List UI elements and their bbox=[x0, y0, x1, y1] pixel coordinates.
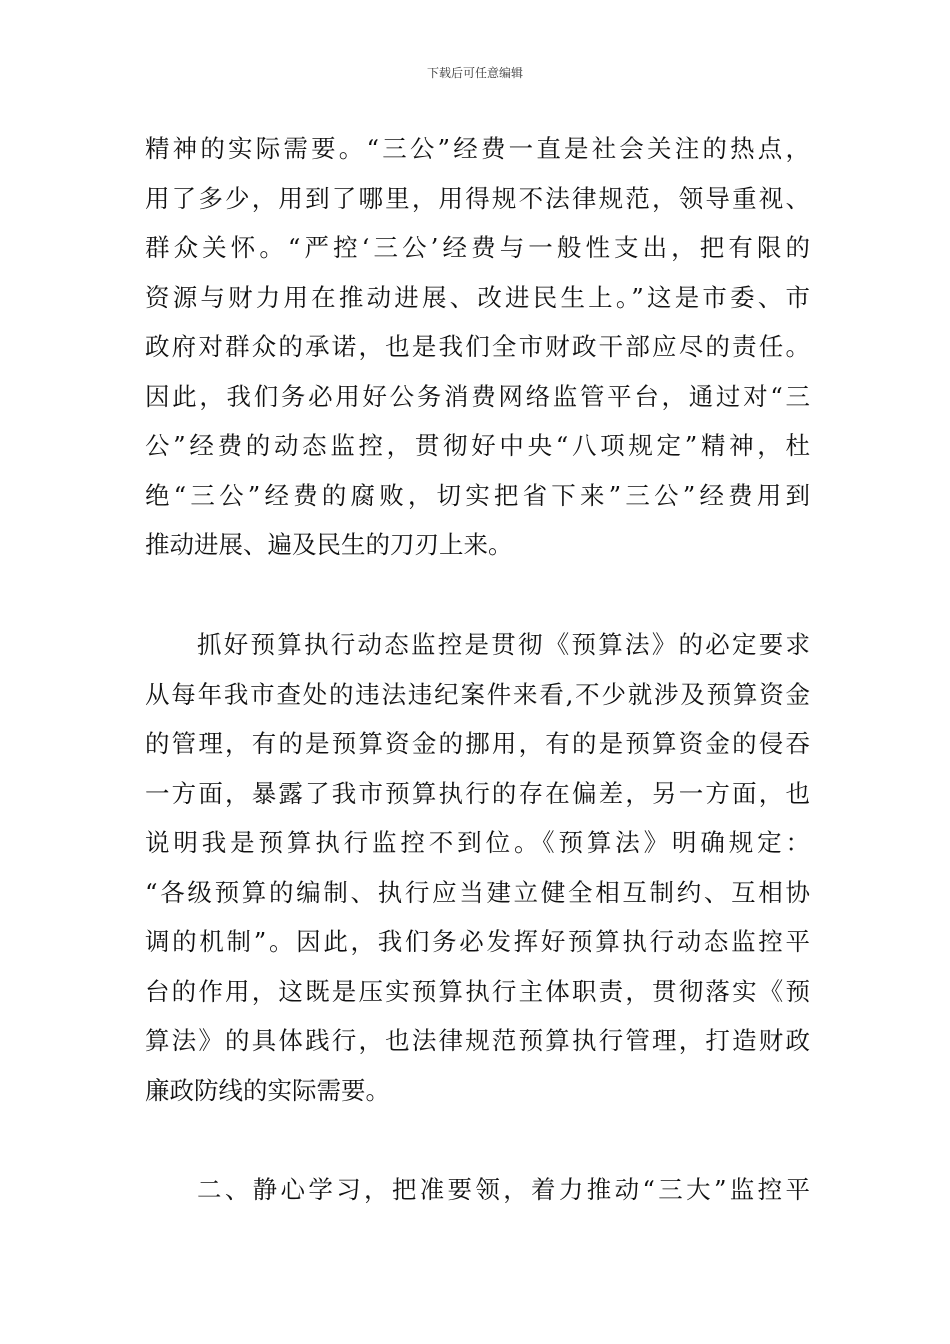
text-line: 调的机制”。因此，我们务必发挥好预算执行动态监控平 bbox=[145, 927, 810, 956]
text-line: 二、静心学习，把准要领，着力推动“三大”监控平 bbox=[197, 1175, 810, 1204]
text-line: 绝“三公”经费的腐败，切实把省下来”三公”经费用到 bbox=[145, 480, 810, 510]
text-line: 用了多少，用到了哪里，用得规不法律规范，领导重视、 bbox=[145, 183, 810, 213]
page-header: 下载后可任意编辑 bbox=[426, 66, 523, 80]
text-line: 廉政防线的实际需要。 bbox=[145, 1075, 390, 1105]
text-line: 台的作用，这既是压实预算执行主体职责，贯彻落实《预 bbox=[145, 976, 810, 1006]
text-line: 因此，我们务必用好公务消费网络监管平台，通过对“三 bbox=[145, 381, 810, 411]
text-line: 抓好预算执行动态监控是贯彻《预算法》的必定要求 bbox=[197, 630, 810, 659]
paragraph-1 bbox=[145, 124, 810, 570]
text-line: 说明我是预算执行监控不到位。《预算法》明确规定： bbox=[145, 828, 810, 857]
text-line: 公”经费的动态监控，贯彻好中央“八项规定”精神，杜 bbox=[145, 431, 810, 460]
paragraph-2 bbox=[145, 620, 810, 1115]
paragraph-3 bbox=[145, 1165, 810, 1215]
text-line: “各级预算的编制、执行应当建立健全相互制约、互相协 bbox=[145, 877, 810, 907]
text-line: 资源与财力用在推动进展、改进民生上。”这是市委、市 bbox=[145, 282, 810, 312]
text-line: 群众关怀。“严控‘三公’经费与一般性支出，把有限的 bbox=[145, 233, 810, 262]
text-line: 的管理，有的是预算资金的挪用，有的是预算资金的侵吞 bbox=[145, 729, 810, 758]
text-line: 政府对群众的承诺，也是我们全市财政干部应尽的责任。 bbox=[145, 332, 810, 361]
text-line: 算法》的具体践行，也法律规范预算执行管理，打造财政 bbox=[145, 1026, 810, 1055]
text-line: 精神的实际需要。“三公”经费一直是社会关注的热点， bbox=[145, 134, 810, 163]
text-line: 从每年我市查处的违法违纪案件来看,不少就涉及预算资金 bbox=[145, 679, 810, 709]
text-line: 推动进展、遍及民生的刀刃上来。 bbox=[145, 530, 513, 559]
text-line: 一方面，暴露了我市预算执行的存在偏差，另一方面，也 bbox=[145, 778, 810, 808]
